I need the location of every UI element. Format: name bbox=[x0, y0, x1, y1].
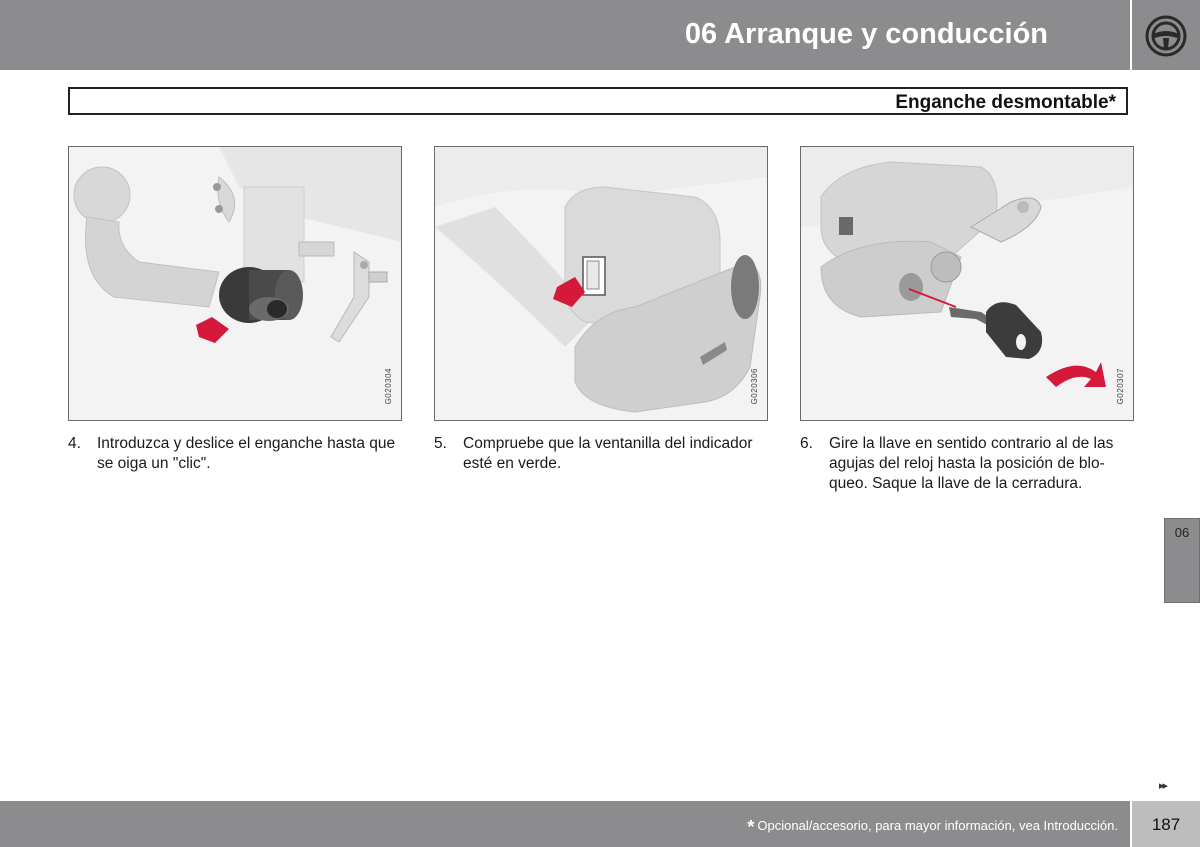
step-number: 6. bbox=[800, 435, 813, 452]
figure-step-5 bbox=[434, 146, 768, 421]
step-4 bbox=[68, 434, 403, 474]
step-text: Gire la llave en sentido contrario al de las agujas del reloj hasta la posición de blo-queo. Saque la llave de la cerradura. bbox=[829, 435, 1114, 492]
figure-code: G020306 bbox=[750, 367, 759, 404]
section-header bbox=[68, 87, 1128, 115]
tow-ball-insertion-illustration bbox=[69, 147, 402, 421]
footnote-text: Opcional/accesorio, para mayor información, vea Introducción. bbox=[757, 818, 1118, 833]
page-number: 187 bbox=[1151, 815, 1181, 834]
figure-code: G020307 bbox=[1116, 367, 1125, 404]
continue-arrows-icon: ▸▸ bbox=[1159, 780, 1167, 792]
footer-bar bbox=[0, 801, 1130, 847]
footnote bbox=[747, 817, 1118, 838]
figure-step-4 bbox=[68, 146, 402, 421]
step-5 bbox=[434, 434, 769, 474]
chapter-icon-box bbox=[1132, 0, 1200, 70]
steering-wheel-icon bbox=[1144, 14, 1188, 58]
footnote-asterisk: * bbox=[747, 817, 755, 837]
key-lock-turn-illustration bbox=[801, 147, 1134, 421]
chapter-tab[interactable] bbox=[1164, 518, 1200, 603]
chapter-title: 06 Arranque y conducción bbox=[684, 18, 1048, 50]
figure-step-6 bbox=[800, 146, 1134, 421]
section-title: Enganche desmontable* bbox=[895, 92, 1116, 113]
chapter-tab-label: 06 bbox=[1174, 525, 1190, 540]
step-number: 5. bbox=[434, 435, 447, 452]
page-number-box bbox=[1132, 801, 1200, 847]
figure-code: G020304 bbox=[384, 367, 393, 404]
indicator-window-illustration bbox=[435, 147, 768, 421]
step-6 bbox=[800, 434, 1135, 494]
header-bar bbox=[0, 0, 1130, 70]
step-text: Introduzca y deslice el enganche hasta que se oiga un "clic". bbox=[97, 435, 396, 472]
step-number: 4. bbox=[68, 435, 81, 452]
step-text: Compruebe que la ventanilla del indicador esté en verde. bbox=[463, 435, 753, 472]
